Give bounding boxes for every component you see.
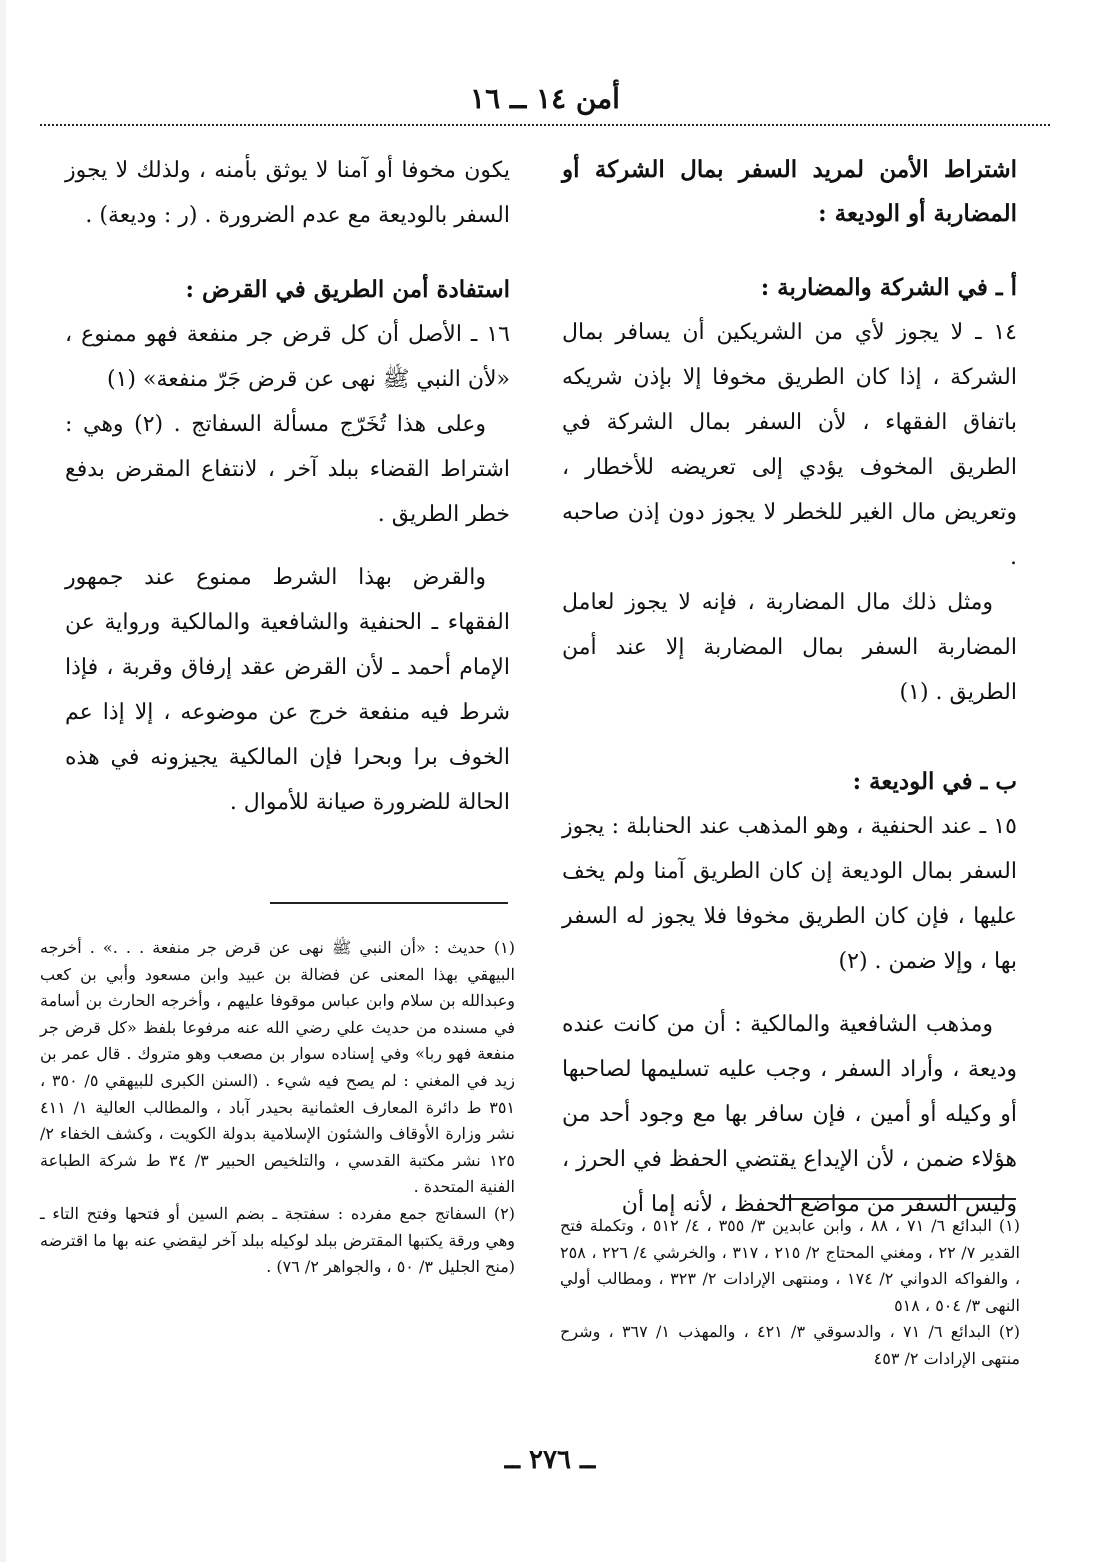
- footnote-rule-right: [780, 1198, 1016, 1200]
- paragraph-15: ١٥ ـ عند الحنفية ، وهو المذهب عند الحنابلة : يجوز السفر بمال الوديعة إن كان الطريق آمنا ولم يخف عليها ، فإن كان الطريق مخوفا فلا يجوز له السفر بها ، وإلا ضمن . (٢): [562, 814, 1017, 974]
- paragraph-14-continued: ومثل ذلك مال المضاربة ، فإنه لا يجوز لعامل المضاربة السفر بمال المضاربة إلا عند أمن الطريق . (١): [562, 590, 1017, 705]
- paragraph-14: ١٤ ـ لا يجوز لأي من الشريكين أن يسافر بمال الشركة ، إذا كان الطريق مخوفا إلا بإذن شريكه باتفاق الفقهاء ، لأن السفر بمال الشركة في الطريق المخوف يؤدي إلى تعريضه للأخطار ، وتعريض مال الغير للخطر لا يجوز دون إذن صاحبه .: [562, 320, 1017, 570]
- paragraph-16-suftaja: وعلى هذا تُخَرّج مسألة السفاتج . (٢) وهي : اشتراط القضاء ببلد آخر ، لانتفاع المقرض بدفع خطر الطريق .: [65, 412, 510, 527]
- section-heading-travel-security: اشتراط الأمن لمريد السفر بمال الشركة أو المضاربة أو الوديعة :: [562, 156, 1017, 227]
- running-header: أمن ١٤ ــ ١٦: [470, 82, 620, 115]
- footnote-right-2: (٢) البدائع ٦/ ٧١ ، والدسوقي ٣/ ٤٢١ ، والمهذب ١/ ٣٦٧ ، وشرح منتهى الإرادات ٢/ ٤٥٣: [560, 1322, 1021, 1368]
- scan-edge: [0, 0, 6, 1562]
- paragraph-16: ١٦ ـ الأصل أن كل قرض جر منفعة فهو ممنوع ، «لأن النبي ﷺ نهى عن قرض جَرّ منفعة» (١): [65, 322, 510, 392]
- page-number: ــ ٢٧٦ ــ: [504, 1445, 596, 1475]
- footnote-right-1: (١) البدائع ٦/ ٧١ ، ٨٨ ، وابن عابدين ٣/ ٣٥٥ ، ٤/ ٥١٢ ، وتكملة فتح القدير ٧/ ٢٢ ، ومغني المحتاج ٢/ ٢١٥ ، ٣١٧ ، والخرشي ٤/ ٢٢٦ ، ٢٥٨ ، والفواكه الدواني ٢/ ١٧٤ ، ومنتهى الإرادات ٢/ ٣٢٣ ، ومطالب أولي النهى ٣/ ٥٠٤ ، ٥١٨: [560, 1216, 1021, 1315]
- subheading-deposit: ب ـ في الوديعة :: [852, 768, 1017, 795]
- paragraph-16-ruling: والقرض بهذا الشرط ممنوع عند جمهور الفقهاء ـ الحنفية والشافعية والمالكية ورواية عن الإمام أحمد ـ لأن القرض عقد إرفاق وقربة ، فإذا شرط فيه منفعة خرج عن موضوعه ، إلا إذا عم الخوف برا وبحرا فإن المالكية يجيزونه في هذه الحالة للضرورة صيانة للأموال .: [65, 565, 510, 815]
- paragraph-deposit-continued: يكون مخوفا أو آمنا لا يوثق بأمنه ، ولذلك لا يجوز السفر بالوديعة مع عدم الضرورة . (ر : وديعة) .: [65, 158, 510, 228]
- footnotes-left: [40, 935, 515, 1281]
- left-column: [65, 148, 510, 825]
- footnote-left-2: (٢) السفاتج جمع مفرده : سفتجة ـ بضم السين أو فتحها وفتح التاء ـ وهي ورقة يكتبها المقترض ببلد لوكيله ببلد آخر ليقضي عنه بها ما اقترضه (منح الجليل ٣/ ٥٠ ، والجواهر ٢/ ٧٦) .: [40, 1203, 515, 1277]
- subheading-partnership: أ ـ في الشركة والمضاربة :: [760, 274, 1017, 301]
- paragraph-15-continued: ومذهب الشافعية والمالكية : أن من كانت عنده وديعة ، وأراد السفر ، وجب عليه تسليمها لصاحبها أو وكيله أو أمين ، فإن سافر بها مع وجود أحد من هؤلاء ضمن ، لأن الإيداع يقتضي الحفظ في الحرز ، وليس السفر من مواضع الحفظ ، لأنه إما أن: [562, 1012, 1017, 1217]
- right-column: [562, 148, 1017, 1227]
- header-dotted-rule: [40, 124, 1050, 126]
- section-heading-loan: استفادة أمن الطريق في القرض :: [185, 276, 510, 303]
- footnotes-right: [560, 1213, 1020, 1373]
- footnote-left-1: (١) حديث : «أن النبي ﷺ نهى عن قرض جر منفعة . . .» . أخرجه البيهقي بهذا المعنى عن فضالة بن عبيد وابن مسعود وأبي بن كعب وعبدالله بن سلام وابن عباس موقوفا عليهم ، وأخرجه الحارث بن أسامة في مسنده من حديث علي رضي الله عنه مرفوعا بلفظ «كل قرض جر منفعة فهو ربا» وفي إسناده سوار بن مصعب وهو متروك . قال عمر بن زيد في المغني : لم يصح فيه شيء . (السنن الكبرى للبيهقي ٥/ ٣٥٠ ، ٣٥١ ط دائرة المعارف العثمانية بحيدر آباد ، والمطالب العالية ١/ ٤١١ نشر وزارة الأوقاف والشئون الإسلامية بدولة الكويت ، وكشف الخفاء ٢/ ١٢٥ نشر مكتبة القدسي ، والتلخيص الحبير ٣/ ٣٤ ط شركة الطباعة الفنية المتحدة .: [40, 938, 516, 1197]
- footnote-rule-left: [270, 902, 508, 904]
